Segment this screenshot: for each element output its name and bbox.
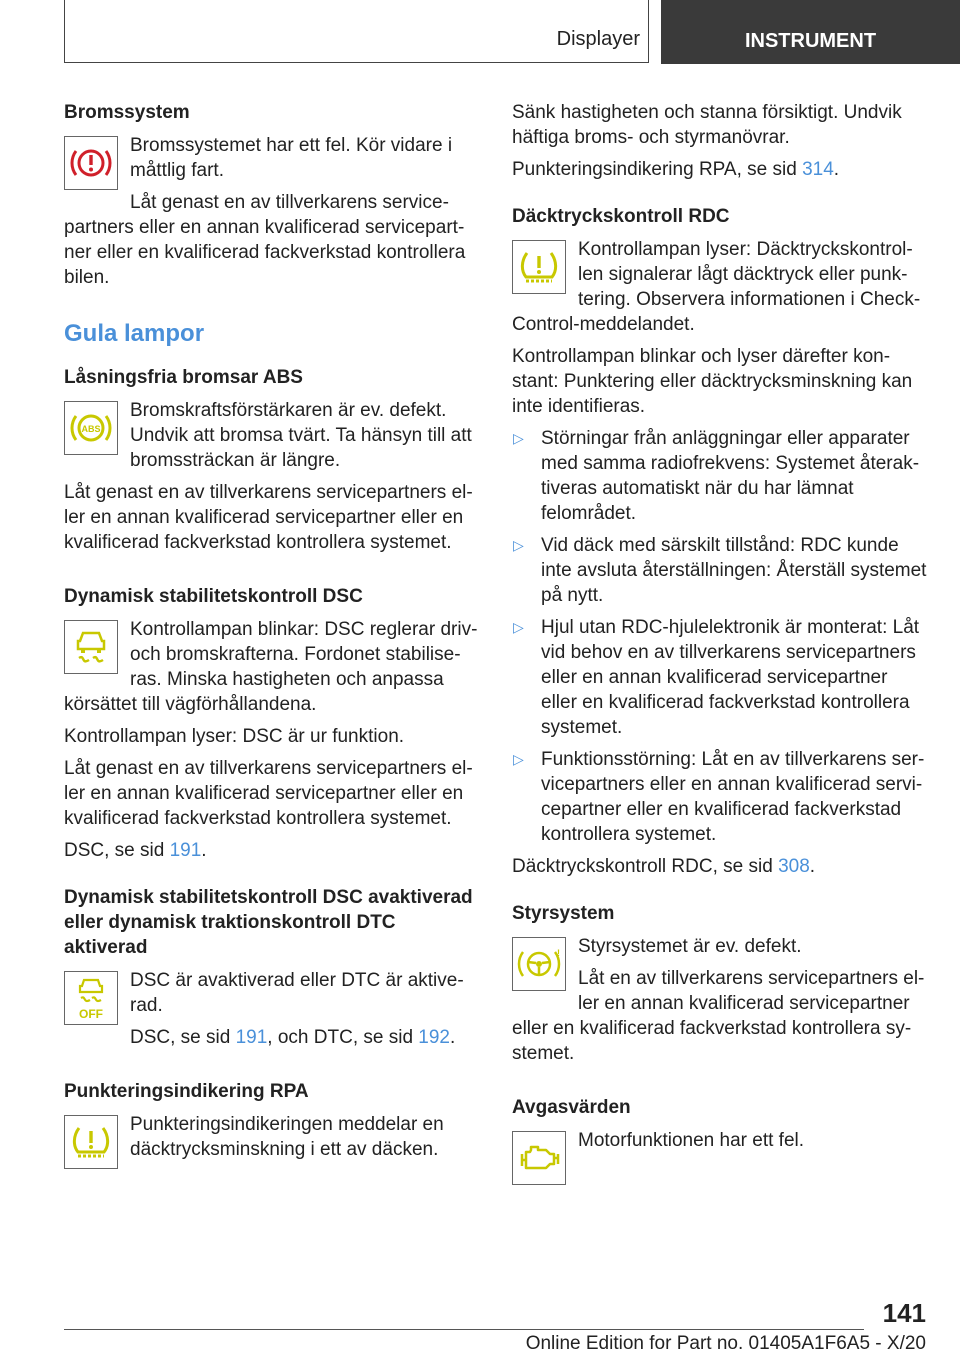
svg-text:!: ! [557, 948, 560, 958]
heading-bromssystem: Bromssystem [64, 102, 190, 123]
section-dsc [64, 584, 478, 863]
rdc-bullet-text: Hjul utan RDC-hjulelektronik är monterat: Låt vid behov en av tillverkarens servicepartners eller en annan kvalificerad servicepartner eller en kvalificerad fackverkstad kontrollera systemet. [541, 617, 920, 738]
section-rpa [64, 1079, 478, 1173]
heading-dsc-off: Dynamisk stabilitetskontroll DSC avaktiverad eller dynamisk traktionskontroll DTC aktiverad [64, 887, 473, 958]
dsc-off-ref-end: . [450, 1027, 456, 1048]
abs-icon [64, 401, 118, 455]
dsc-off-icon [64, 971, 118, 1025]
tire-pressure-icon [512, 240, 566, 294]
footer-edition: Online Edition for Part no. 01405A1F6A5 - X/20 [525, 1333, 926, 1354]
rdc-p2: Kontrollampan blinkar och lyser därefter konstant: Punktering eller däcktrycksminskning kan inte identifieras. [512, 346, 913, 417]
triangle-bullet-icon: ▷ [513, 619, 524, 635]
section-styrsystem [512, 901, 928, 1073]
rpa-ref-end: . [833, 159, 840, 180]
bromssystem-p2: Låt genast en av tillverkarens servicepartners eller en annan kvalificerad servicepartner eller en kvalificerad fackverkstad kontrollera bilen. [64, 192, 466, 288]
svg-text:OFF: OFF [79, 1007, 103, 1021]
rpa-ref-text: Punkteringsindikering RPA, se sid [512, 159, 803, 180]
rpa-page-link[interactable]: 314 [802, 159, 834, 180]
abs-p1: Bromskraftsförstärkaren är ev. defekt. Undvik att bromsa tvärt. Ta hänsyn till att bromssträckan är längre. [130, 400, 472, 471]
rpa-cont-p1: Sänk hastigheten och stanna försiktigt. Undvik häftiga broms- och styrmanövrar. [512, 102, 902, 148]
dsc-ref-end: . [201, 840, 207, 861]
right-column [512, 100, 928, 1211]
heading-gula-lampor: Gula lampor [64, 320, 205, 347]
dsc-icon [64, 620, 118, 674]
steering-icon [512, 937, 566, 991]
triangle-bullet-icon: ▷ [513, 537, 524, 553]
rdc-ref-text: Däcktryckskontroll RDC, se sid [512, 856, 779, 877]
dsc-off-page-link-1[interactable]: 191 [235, 1027, 268, 1048]
header-section-title: Displayer [556, 28, 640, 50]
dsc-p1: Kontrollampan blinkar: DSC reglerar driv- och bromskrafterna. Fordonet stabiliseras. Minska hastigheten och anpassa körsättet till vägförhållandena. [64, 619, 478, 715]
dsc-off-page-link-2[interactable]: 192 [418, 1027, 450, 1048]
rpa-p1: Punkteringsindikeringen meddelar en däcktrycksminskning i ett av däcken. [130, 1114, 444, 1160]
triangle-bullet-icon: ▷ [513, 751, 524, 767]
heading-avgasvarden: Avgasvärden [512, 1097, 631, 1118]
list-item [512, 615, 928, 740]
heading-abs: Låsningsfria bromsar ABS [64, 367, 303, 388]
rdc-p1: Kontrollampan lyser: Däcktryckskontrollen signalerar lågt däcktryck eller punktering. Observera informationen i Check-Control-meddelandet. [512, 239, 921, 335]
list-item [512, 533, 928, 608]
engine-icon [512, 1131, 566, 1185]
dsc-off-p1: DSC är avaktiverad eller DTC är aktiverad. [130, 970, 464, 1016]
section-dsc-off [64, 885, 478, 1057]
left-column [64, 100, 478, 1195]
rdc-bullet-list [512, 426, 928, 847]
bromssystem-p1: Bromssystemet har ett fel. Kör vidare i måttlig fart. [130, 135, 453, 181]
dsc-p3: Låt genast en av tillverkarens servicepartners eller en annan kvalificerad servicepartner eller en kvalificerad fackverkstad kontrollera systemet. [64, 758, 473, 829]
tire-pressure-icon [64, 1115, 118, 1169]
section-rpa-continued [512, 100, 928, 182]
dsc-off-ref-text1: DSC, se sid [130, 1027, 236, 1048]
section-bromssystem [64, 100, 478, 297]
footer-divider [64, 1329, 864, 1330]
rdc-bullet-text: Störningar från anläggningar eller apparater med samma radiofrekvens: Systemet återaktiveras automatiskt när du har lämnat felområdet. [541, 428, 920, 524]
dsc-p2: Kontrollampan lyser: DSC är ur funktion. [64, 726, 405, 747]
rdc-reference [512, 854, 928, 879]
heading-rdc: Däcktryckskontroll RDC [512, 206, 730, 227]
styr-p1: Styrsystemet är ev. defekt. [578, 936, 802, 957]
rdc-page-link[interactable]: 308 [778, 856, 810, 877]
rdc-bullet-text: Funktionsstörning: Låt en av tillverkarens servicepartners eller en annan kvalificerad servicepartner eller en kvalificerad fackverkstad kontrollera systemet. [541, 749, 925, 845]
svg-text:ABS: ABS [81, 424, 101, 434]
dsc-off-reference [64, 1025, 478, 1050]
header-chapter-tab: INSTRUMENT [661, 0, 960, 64]
rdc-ref-end: . [809, 856, 816, 877]
rdc-bullet-text: Vid däck med särskilt tillstånd: RDC kunde inte avsluta återställningen: Återställ systemet på nytt. [541, 535, 927, 606]
section-rdc [512, 204, 928, 879]
brake-warning-icon [64, 136, 118, 190]
section-avgasvarden [512, 1095, 928, 1189]
list-item [512, 426, 928, 526]
dsc-off-ref-text2: , och DTC, se sid [267, 1027, 419, 1048]
dsc-reference [64, 838, 478, 863]
rpa-reference [512, 157, 928, 182]
avgas-p1: Motorfunktionen har ett fel. [578, 1130, 805, 1151]
triangle-bullet-icon: ▷ [513, 430, 524, 446]
dsc-ref-text: DSC, se sid [64, 840, 170, 861]
list-item [512, 747, 928, 847]
styr-p2: Låt en av tillverkarens servicepartners eller en annan kvalificerad servicepartner eller en kvalificerad fackverkstad kontrollera systemet. [512, 968, 925, 1064]
section-abs [64, 365, 478, 562]
page-number: 141 [882, 1298, 926, 1328]
heading-styrsystem: Styrsystem [512, 903, 615, 924]
heading-rpa: Punkteringsindikering RPA [64, 1081, 309, 1102]
dsc-page-link[interactable]: 191 [169, 840, 202, 861]
abs-p2: Låt genast en av tillverkarens servicepartners eller en annan kvalificerad servicepartner eller en kvalificerad fackverkstad kontrollera systemet. [64, 482, 473, 553]
heading-dsc: Dynamisk stabilitetskontroll DSC [64, 586, 363, 607]
